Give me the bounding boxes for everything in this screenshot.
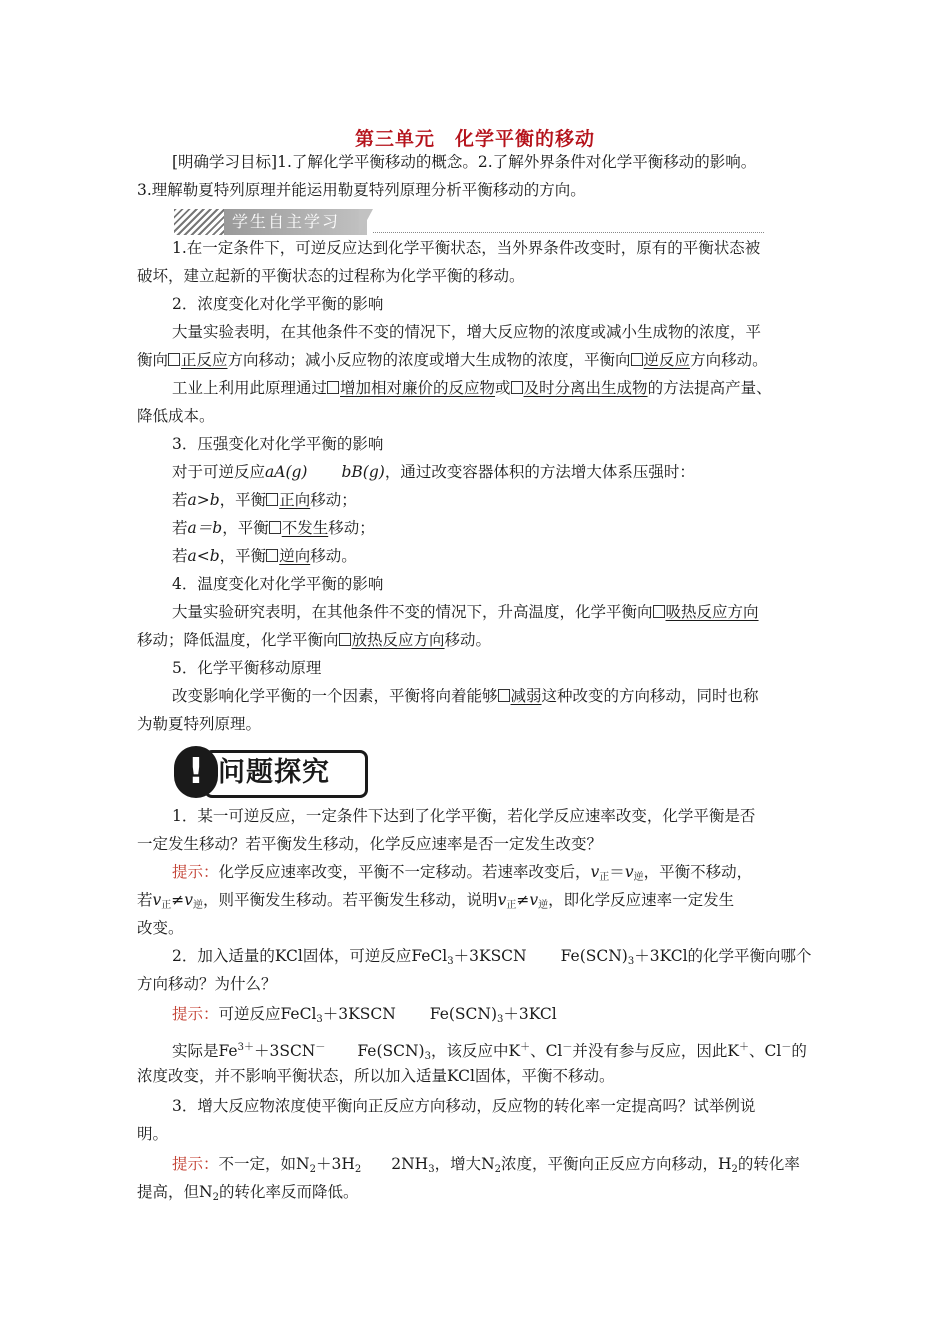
learning-goals-line-2: 3.理解勒夏特列原理并能运用勒夏特列原理分析平衡移动的方向。 [137, 181, 586, 199]
hint-line: 实际是$Fe^{3+}+3SCN^-$ $Fe(SCN)_3$，该反应中K＋、Cl－并没有参与反应，因此K＋、Cl－的 [172, 1042, 807, 1062]
blank-box-icon [631, 353, 643, 366]
hint-label: 提示： [172, 863, 219, 881]
answer-blank: 逆反应 [631, 351, 691, 369]
question-line: 明。 [137, 1125, 169, 1143]
hint-line: 浓度改变，并不影响平衡状态，所以加入适量KCl固体，平衡不移动。 [137, 1067, 615, 1085]
hint-label: 提示： [172, 1005, 219, 1023]
hint-label: 提示： [172, 1155, 219, 1173]
paragraph-line: 大量实验研究表明，在其他条件不变的情况下，升高温度，化学平衡向 吸热反应方向 [172, 603, 759, 621]
paragraph-line: 衡向 正反应方向移动；减小反应物的浓度或增大生成物的浓度，平衡向 逆反应方向移动。 [137, 351, 768, 369]
section-heading: 2．浓度变化对化学平衡的影响 [172, 295, 384, 313]
answer-blank: 增加相对廉价的反应物 [327, 379, 495, 397]
answer-blank: 吸热反应方向 [653, 603, 759, 621]
hint-line: 提示：不一定，如$N_2+3H_2$ $2NH_3$，增大$N_2$浓度，平衡向正反应方向移动，$H_2$的转化率 [172, 1155, 800, 1175]
paragraph-line: 改变影响化学平衡的一个因素，平衡将向着能够 减弱这种改变的方向移动，同时也称 [172, 687, 759, 705]
blank-box-icon [511, 381, 523, 394]
section-heading: 5．化学平衡移动原理 [172, 659, 322, 677]
question-line: 1．某一可逆反应，一定条件下达到了化学平衡，若化学反应速率改变，化学平衡是否 [172, 807, 756, 825]
self-study-banner-label: 学生自主学习 [224, 209, 367, 235]
hint-line: 提示：可逆反应FeCl$_3$＋3KSCN $Fe(SCN)_3+3KCl$ [172, 1005, 557, 1025]
paragraph-line: 移动；降低温度，化学平衡向 放热反应方向移动。 [137, 631, 492, 649]
paragraph-line: 为勒夏特列原理。 [137, 715, 262, 733]
answer-blank: 放热反应方向 [339, 631, 445, 649]
inquiry-banner: ! 问题探究 [174, 746, 366, 798]
blank-box-icon [339, 633, 351, 646]
self-study-banner [174, 209, 764, 235]
reaction-equation-line: 对于可逆反应aA(g) bB(g)，通过改变容器体积的方法增大体系压强时： [172, 463, 695, 481]
hint-line: 提高，但$N_2$的转化率反而降低。 [137, 1183, 359, 1203]
paragraph-line: 大量实验表明，在其他条件不变的情况下，增大反应物的浓度或减小生成物的浓度，平 [172, 323, 762, 341]
section-heading: 3．压强变化对化学平衡的影响 [172, 435, 384, 453]
paragraph-line: 1.在一定条件下，可逆反应达到化学平衡状态，当外界条件改变时，原有的平衡状态被 [172, 239, 761, 257]
learning-goals-line-1: [明确学习目标]1.了解化学平衡移动的概念。2.了解外界条件对化学平衡移动的影响。 [172, 153, 757, 171]
blank-box-icon [269, 521, 281, 534]
question-line: 3．增大反应物浓度使平衡向正反应方向移动，反应物的转化率一定提高吗？试举例说 [172, 1097, 756, 1115]
learning-goals-label: [明确学习目标] [172, 153, 278, 171]
section-heading: 4．温度变化对化学平衡的影响 [172, 575, 384, 593]
paragraph-line: 破坏，建立起新的平衡状态的过程称为化学平衡的移动。 [137, 267, 525, 285]
answer-blank: 正向 [266, 491, 310, 509]
answer-blank: 正反应 [168, 351, 228, 369]
hint-line: 提示：化学反应速率改变，平衡不一定移动。若速率改变后，$v_正=v_逆$，平衡不移动， [172, 863, 753, 883]
stripes-decoration [174, 209, 224, 235]
blank-box-icon [327, 381, 339, 394]
inquiry-banner-label: 问题探究 [218, 757, 330, 788]
blank-box-icon [168, 353, 180, 366]
answer-blank: 不发生 [269, 519, 329, 537]
blank-box-icon [266, 549, 278, 562]
question-line: 方向移动？为什么？ [137, 975, 277, 993]
page-title: 第三单元 化学平衡的移动 [354, 128, 595, 150]
paragraph-line: 降低成本。 [137, 407, 215, 425]
blank-box-icon [653, 605, 665, 618]
answer-blank: 及时分离出生成物 [511, 379, 648, 397]
blank-box-icon [498, 689, 510, 702]
blank-box-icon [266, 493, 278, 506]
case-line: 若a>b，平衡 正向移动； [172, 491, 357, 509]
answer-blank: 逆向 [266, 547, 310, 565]
answer-blank: 减弱 [498, 687, 542, 705]
hint-line: 改变。 [137, 919, 184, 937]
case-line: 若a<b，平衡 逆向移动。 [172, 547, 357, 565]
question-line: 2．加入适量的KCl固体，可逆反应FeCl$_3$＋3KSCN $Fe(SCN)_3+3KCl$的化学平衡向哪个 [172, 947, 812, 967]
case-line: 若a＝b，平衡 不发生移动； [172, 519, 375, 537]
paragraph-line: 工业上利用此原理通过 增加相对廉价的反应物或 及时分离出生成物的方法提高产量、 [172, 379, 772, 397]
question-line: 一定发生移动？若平衡发生移动，化学反应速率是否一定发生改变？ [137, 835, 603, 853]
hint-line: 若$v_正\ne v_逆$，则平衡发生移动。若平衡发生移动，说明$v_正\ne v_逆$，即化学反应速率一定发生 [137, 891, 735, 911]
